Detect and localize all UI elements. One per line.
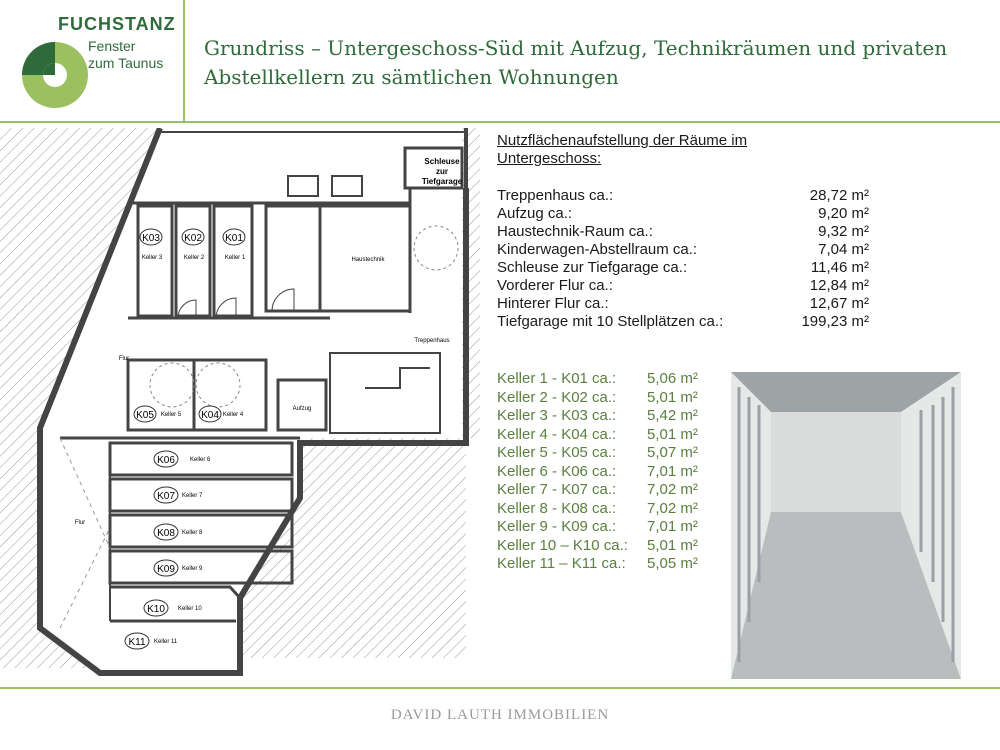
aufzug-label: Aufzug <box>292 406 312 412</box>
area-value: 12,84 m² <box>809 277 869 294</box>
flur2-label: Flur <box>74 520 86 526</box>
area-heading-line2: Untergeschoss: <box>497 150 602 167</box>
k11-badge <box>125 633 149 649</box>
keller-label: Keller 9 - K09 ca.: <box>497 518 617 535</box>
keller-value: 5,01 m² <box>647 536 698 554</box>
area-value: 12,67 m² <box>809 295 869 312</box>
storage-room-photo <box>731 372 961 679</box>
area-row <box>497 223 869 241</box>
area-row <box>497 259 869 277</box>
k09-text: K09 <box>157 564 175 575</box>
k04-text: K04 <box>201 410 219 421</box>
keller-row <box>497 426 717 445</box>
area-row <box>497 241 869 259</box>
area-row <box>497 295 869 313</box>
keller-label: Keller 4 - K04 ca.: <box>497 425 617 443</box>
k07-badge <box>154 487 178 503</box>
keller-row <box>497 481 717 500</box>
k11-text: K11 <box>128 637 146 648</box>
schleuse-label3: Tiefgarage <box>421 177 463 186</box>
area-label: Tiefgarage mit 10 Stellplätzen ca.: <box>497 313 724 330</box>
keller-value: 7,02 m² <box>647 481 698 498</box>
area-label: Aufzug ca.: <box>497 205 573 222</box>
area-row <box>497 205 869 223</box>
logo-line2: zum Taunus <box>88 55 164 71</box>
k06-badge <box>154 451 178 467</box>
keller1-label: Keller 1 <box>224 255 246 261</box>
k01-badge <box>223 229 245 245</box>
area-heading-line1: Nutzflächenaufstellung der Räume im <box>497 132 748 149</box>
keller-row <box>497 463 717 482</box>
keller-value: 5,05 m² <box>647 555 698 572</box>
k05-text: K05 <box>136 410 154 421</box>
logo <box>20 14 180 114</box>
keller-label: Keller 10 – K10 ca.: <box>497 536 628 554</box>
k08-text: K08 <box>157 528 175 539</box>
area-label: Hinterer Flur ca.: <box>497 295 609 312</box>
k07-text: K07 <box>157 491 175 502</box>
keller-value: 5,01 m² <box>647 425 698 443</box>
keller-label: Keller 6 - K06 ca.: <box>497 462 617 480</box>
keller-row <box>497 407 717 426</box>
keller5-label: Keller 5 <box>160 412 182 418</box>
keller-list <box>497 370 717 574</box>
page-title <box>204 34 984 92</box>
k06-text: K06 <box>157 455 175 466</box>
title-line1: Grundriss – Untergeschoss-Süd mit Aufzug, Technikräumen und privaten <box>204 36 948 60</box>
area-label: Schleuse zur Tiefgarage ca.: <box>497 259 688 276</box>
keller-row <box>497 500 717 519</box>
k10-text: K10 <box>147 604 165 615</box>
flur1-label: Flur <box>118 356 130 362</box>
k10-badge <box>144 600 168 616</box>
keller-label: Keller 5 - K05 ca.: <box>497 444 617 461</box>
keller-label: Keller 1 - K01 ca.: <box>497 370 617 387</box>
area-row <box>497 277 869 295</box>
keller9-label: Keller 9 <box>182 566 203 572</box>
header-divider-vertical <box>183 0 185 122</box>
keller-value: 5,42 m² <box>647 407 698 424</box>
keller-row <box>497 537 717 556</box>
keller-label: Keller 8 - K08 ca.: <box>497 499 617 517</box>
keller-value: 7,01 m² <box>647 462 698 480</box>
keller-label: Keller 3 - K03 ca.: <box>497 407 617 424</box>
title-line2: Abstellkellern zu sämtlichen Wohnungen <box>204 65 619 89</box>
keller-row <box>497 389 717 408</box>
area-label: Kinderwagen-Abstellraum ca.: <box>497 241 698 258</box>
keller4-label: Keller 4 <box>222 412 244 418</box>
keller8-label: Keller 8 <box>182 530 203 536</box>
keller-row <box>497 518 717 537</box>
keller3-label: Keller 3 <box>141 255 163 261</box>
treppenhaus-label: Treppenhaus <box>414 338 450 344</box>
fuchstanz-logo-icon <box>20 40 90 110</box>
footer-brand: DAVID LAUTH IMMOBILIEN <box>390 707 610 723</box>
keller10-label: Keller 10 <box>178 606 202 612</box>
floor-plan <box>0 128 480 688</box>
area-value: 11,46 m² <box>810 259 869 276</box>
keller-label: Keller 2 - K02 ca.: <box>497 388 617 406</box>
k03-text: K03 <box>142 233 160 244</box>
area-value: 9,32 m² <box>818 223 869 240</box>
k02-badge <box>182 229 204 245</box>
k09-badge <box>154 560 178 576</box>
keller-value: 5,01 m² <box>647 388 698 406</box>
area-label: Treppenhaus ca.: <box>497 187 614 204</box>
keller-label: Keller 11 – K11 ca.: <box>497 555 626 572</box>
schleuse-label1: Schleuse <box>424 157 460 166</box>
logo-line1: Fenster <box>88 38 136 54</box>
keller7-label: Keller 7 <box>182 493 203 499</box>
keller11-label: Keller 11 <box>154 639 178 645</box>
k02-text: K02 <box>184 233 202 244</box>
k08-badge <box>154 524 178 540</box>
area-value: 199,23 m² <box>801 313 869 330</box>
area-row <box>497 187 869 205</box>
area-value: 7,04 m² <box>818 241 869 258</box>
area-row <box>497 313 869 331</box>
area-table <box>497 187 869 331</box>
keller-value: 7,01 m² <box>647 518 698 535</box>
keller2-label: Keller 2 <box>183 255 205 261</box>
keller-row <box>497 444 717 463</box>
schleuse-label2: zur <box>436 167 448 176</box>
area-value: 9,20 m² <box>818 205 869 222</box>
header-divider <box>0 121 1000 123</box>
keller-label: Keller 7 - K07 ca.: <box>497 481 617 498</box>
k03-badge <box>140 229 162 245</box>
keller-value: 7,02 m² <box>647 499 698 517</box>
haustechnik-label: Haustechnik <box>351 257 385 263</box>
area-heading <box>497 132 747 168</box>
area-value: 28,72 m² <box>809 187 869 204</box>
k05-badge <box>134 406 156 422</box>
keller6-label: Keller 6 <box>190 457 211 463</box>
k01-text: K01 <box>225 233 243 244</box>
area-label: Vorderer Flur ca.: <box>497 277 613 294</box>
keller-value: 5,06 m² <box>647 370 698 387</box>
keller-row <box>497 370 717 389</box>
footer-divider <box>0 687 1000 689</box>
k04-badge <box>199 406 221 422</box>
area-label: Haustechnik-Raum ca.: <box>497 223 653 240</box>
keller-value: 5,07 m² <box>647 444 698 461</box>
keller-row <box>497 555 717 574</box>
logo-brand: FUCHSTANZ <box>58 14 176 34</box>
